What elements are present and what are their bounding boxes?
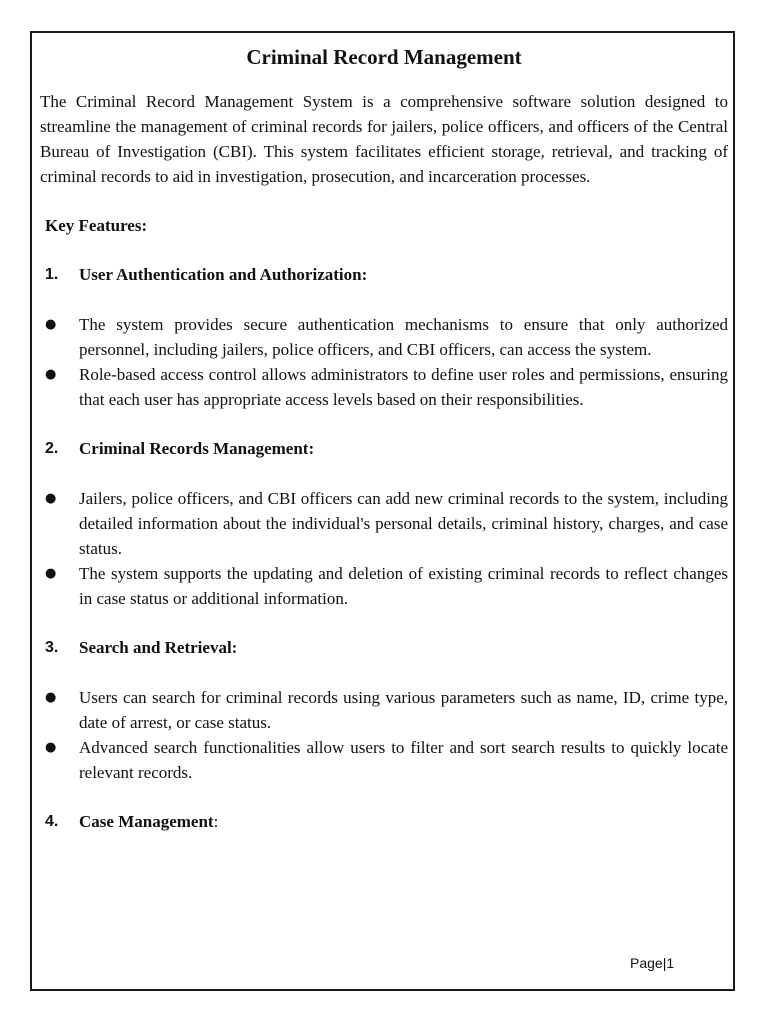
section-number: 3. bbox=[45, 639, 59, 656]
bullet-icon: ● bbox=[45, 317, 57, 332]
section-heading-case-management bbox=[40, 809, 728, 834]
section-title: Criminal Records Management: bbox=[79, 439, 315, 458]
section-heading-search-retrieval bbox=[40, 635, 728, 660]
section-title: Case Management bbox=[79, 812, 214, 831]
list-item-text: Role-based access control allows administrators to define user roles and permissions, ensuring that each user has appropriate access levels based on their responsibilities. bbox=[79, 365, 728, 409]
bullet-icon: ● bbox=[45, 491, 57, 506]
list-item-text: Advanced search functionalities allow users to filter and sort search results to quickly locate relevant records. bbox=[79, 738, 728, 782]
bullet-icon: ● bbox=[45, 566, 57, 581]
section-title-suffix: : bbox=[213, 812, 219, 831]
page-number: Page|1 bbox=[630, 955, 675, 971]
section-number: 1. bbox=[45, 266, 59, 283]
bullet-list-user-authentication bbox=[40, 312, 728, 412]
list-item bbox=[40, 735, 728, 785]
list-item-text: The system supports the updating and deletion of existing criminal records to reflect changes in case status or additional information. bbox=[79, 564, 728, 608]
bullet-icon: ● bbox=[45, 740, 57, 755]
list-item bbox=[40, 312, 728, 362]
document-title: Criminal Record Management bbox=[246, 45, 522, 69]
list-item-text: Jailers, police officers, and CBI officers can add new criminal records to the system, including detailed information about the individual's personal details, criminal history, charges, and case status. bbox=[79, 489, 728, 558]
list-item-text: Users can search for criminal records using various parameters such as name, ID, crime type, date of arrest, or case status. bbox=[79, 688, 728, 732]
intro-paragraph: The Criminal Record Management System is a comprehensive software solution designed to streamline the management of criminal records for jailers, police officers, and officers of the Central Bureau of Investigation (CBI). This system facilitates efficient storage, retrieval, and tracking of criminal records to aid in investigation, prosecution, and incarceration processes. bbox=[40, 92, 728, 186]
section-heading-criminal-records bbox=[40, 436, 728, 461]
bullet-icon: ● bbox=[45, 367, 57, 382]
document-body bbox=[40, 40, 728, 859]
section-number: 4. bbox=[45, 813, 59, 830]
section-title: Search and Retrieval: bbox=[79, 638, 238, 657]
bullet-list-search-retrieval bbox=[40, 685, 728, 785]
list-item bbox=[40, 561, 728, 611]
list-item bbox=[40, 362, 728, 412]
bullet-icon: ● bbox=[45, 690, 57, 705]
section-heading-user-authentication bbox=[40, 262, 728, 287]
list-item bbox=[40, 685, 728, 735]
bullet-list-criminal-records bbox=[40, 486, 728, 611]
section-title: User Authentication and Authorization: bbox=[79, 265, 368, 284]
key-features-heading: Key Features: bbox=[45, 216, 148, 235]
section-number: 2. bbox=[45, 440, 59, 457]
list-item-text: The system provides secure authentication mechanisms to ensure that only authorized personnel, including jailers, police officers, and CBI officers, can access the system. bbox=[79, 315, 728, 359]
list-item bbox=[40, 486, 728, 561]
